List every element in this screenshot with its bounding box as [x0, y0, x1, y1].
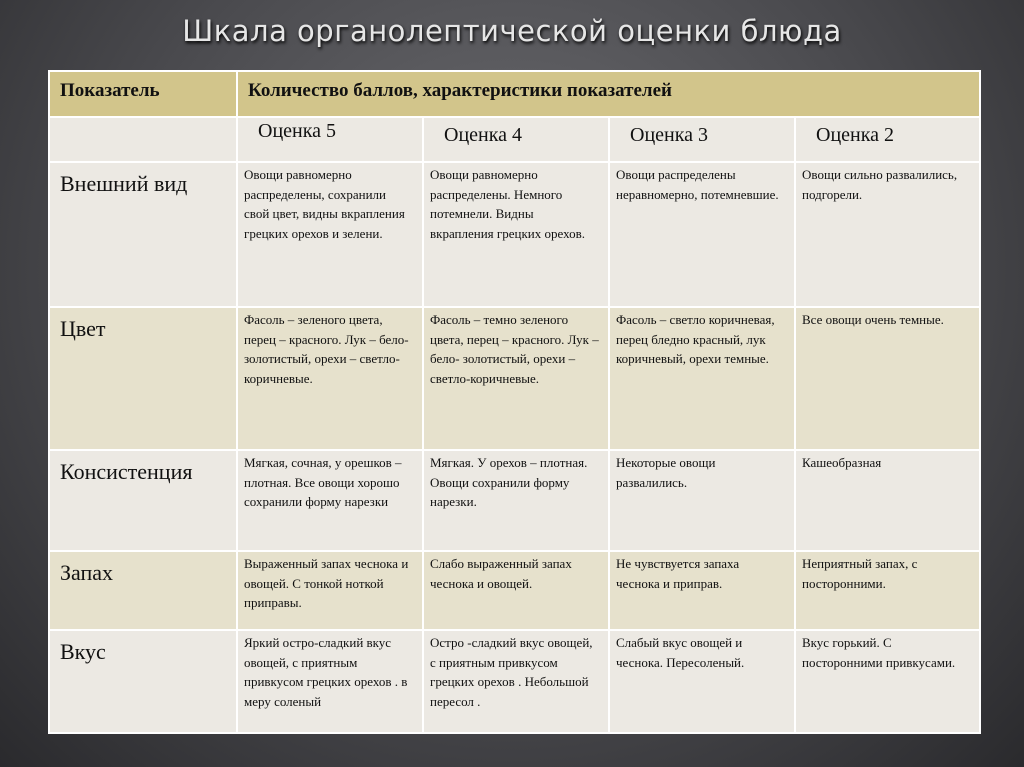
- row-label: Внешний вид: [49, 162, 237, 307]
- table-cell: Все овощи очень темные.: [795, 307, 980, 450]
- table-cell: Фасоль – зеленого цвета, перец – красного. Лук – бело- золотистый, орехи – светло-коричневые.: [237, 307, 423, 450]
- evaluation-table: [48, 70, 981, 734]
- table-cell: Слабый вкус овощей и чеснока. Пересоленый.: [609, 630, 795, 733]
- table-row: [49, 162, 980, 307]
- grade-5-header: Оценка 5: [237, 117, 423, 162]
- header-scores: Количество баллов, характеристики показателей: [237, 71, 980, 117]
- grade-4-header: Оценка 4: [423, 117, 609, 162]
- row-label: Консистенция: [49, 450, 237, 551]
- slide-title: Шкала органолептической оценки блюда: [182, 14, 842, 48]
- table-row: [49, 551, 980, 630]
- grade-2-header: Оценка 2: [795, 117, 980, 162]
- table-cell: Яркий остро-сладкий вкус овощей, с приятным привкусом грецких орехов . в меру соленый: [237, 630, 423, 733]
- table-cell: Остро -сладкий вкус овощей, с приятным привкусом грецких орехов . Небольшой пересол .: [423, 630, 609, 733]
- grades-row: [49, 117, 980, 162]
- table-cell: Кашеобразная: [795, 450, 980, 551]
- table-cell: Овощи распределены неравномерно, потемневшие.: [609, 162, 795, 307]
- table-cell: Не чувствуется запаха чеснока и приправ.: [609, 551, 795, 630]
- table-cell: Овощи равномерно распределены. Немного потемнели. Видны вкрапления грецких орехов.: [423, 162, 609, 307]
- table-row: [49, 630, 980, 733]
- table-cell: Неприятный запах, с посторонними.: [795, 551, 980, 630]
- grade-3-header: Оценка 3: [609, 117, 795, 162]
- row-label: Цвет: [49, 307, 237, 450]
- table-cell: Слабо выраженный запах чеснока и овощей.: [423, 551, 609, 630]
- table-cell: Мягкая. У орехов – плотная. Овощи сохранили форму нарезки.: [423, 450, 609, 551]
- table-cell: Некоторые овощи развалились.: [609, 450, 795, 551]
- table-cell: Выраженный запах чеснока и овощей. С тонкой ноткой приправы.: [237, 551, 423, 630]
- table-cell: Овощи сильно развалились, подгорели.: [795, 162, 980, 307]
- table-cell: Мягкая, сочная, у орешков –плотная. Все овощи хорошо сохранили форму нарезки: [237, 450, 423, 551]
- header-row: [49, 71, 980, 117]
- grades-empty-cell: [49, 117, 237, 162]
- table-row: [49, 450, 980, 551]
- row-label: Запах: [49, 551, 237, 630]
- table-row: [49, 307, 980, 450]
- table-cell: Фасоль – светло коричневая, перец бледно красный, лук коричневый, орехи темные.: [609, 307, 795, 450]
- table-cell: Фасоль – темно зеленого цвета, перец – красного. Лук – бело- золотистый, орехи – светло-коричневые.: [423, 307, 609, 450]
- header-indicator: Показатель: [49, 71, 237, 117]
- row-label: Вкус: [49, 630, 237, 733]
- table-cell: Вкус горький. С посторонними привкусами.: [795, 630, 980, 733]
- table-cell: Овощи равномерно распределены, сохранили свой цвет, видны вкрапления грецких орехов и зелени.: [237, 162, 423, 307]
